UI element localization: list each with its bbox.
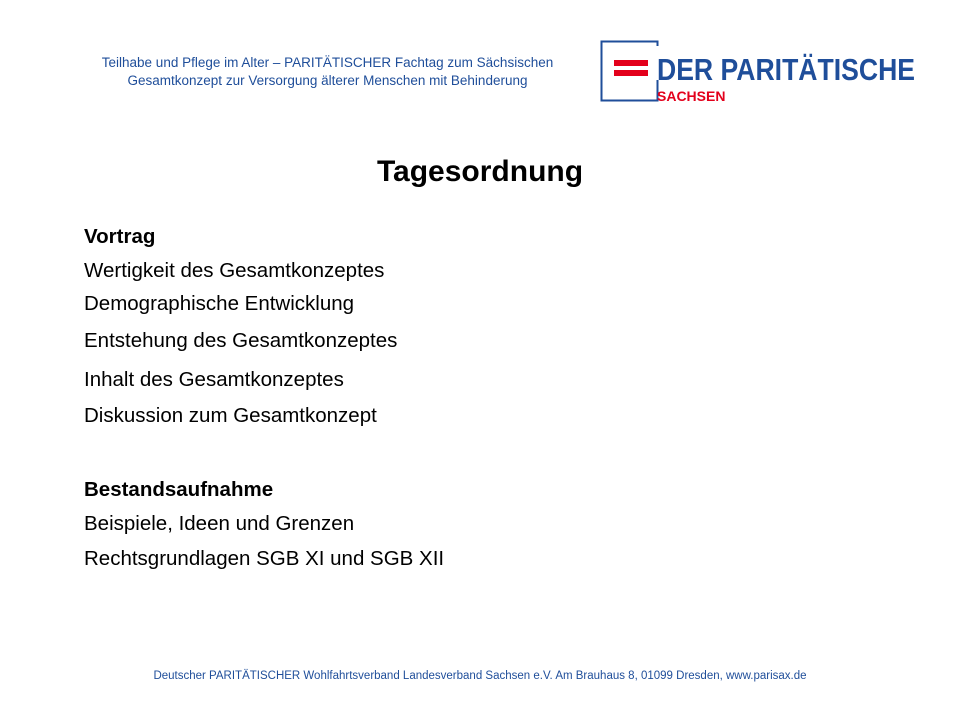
agenda-item: Rechtsgrundlagen SGB XI und SGB XII xyxy=(84,547,445,570)
logo-region: SACHSEN xyxy=(657,88,726,104)
paritaetische-logo xyxy=(600,40,920,104)
agenda-item: Wertigkeit des Gesamtkonzeptes xyxy=(84,259,385,282)
header-line-2: Gesamtkonzept zur Versorgung älterer Menschen mit Behinderung xyxy=(127,73,528,88)
logo-name: DER PARITÄTISCHE xyxy=(657,52,915,87)
agenda-item: Entstehung des Gesamtkonzeptes xyxy=(84,329,398,352)
section-heading-bestandsaufnahme: Bestandsaufnahme xyxy=(84,478,274,501)
footer-address: Deutscher PARITÄTISCHER Wohlfahrtsverband Landesverband Sachsen e.V. Am Brauhaus 8, 01099 Dresden, www.parisax.de xyxy=(153,670,807,682)
agenda-item: Inhalt des Gesamtkonzeptes xyxy=(84,368,344,391)
agenda-item: Beispiele, Ideen und Grenzen xyxy=(84,512,355,535)
agenda-item: Demographische Entwicklung xyxy=(84,292,355,315)
agenda-item: Diskussion zum Gesamtkonzept xyxy=(84,404,377,427)
logo-graphic xyxy=(600,40,920,104)
section-heading-vortrag: Vortrag xyxy=(84,225,156,248)
header-line-1: Teilhabe und Pflege im Alter – PARITÄTISCHER Fachtag zum Sächsischen xyxy=(101,55,554,70)
header-text xyxy=(60,54,595,90)
page-title: Tagesordnung xyxy=(376,155,584,188)
logo-red-bar-bottom xyxy=(614,70,648,76)
logo-red-bar-top xyxy=(614,60,648,66)
